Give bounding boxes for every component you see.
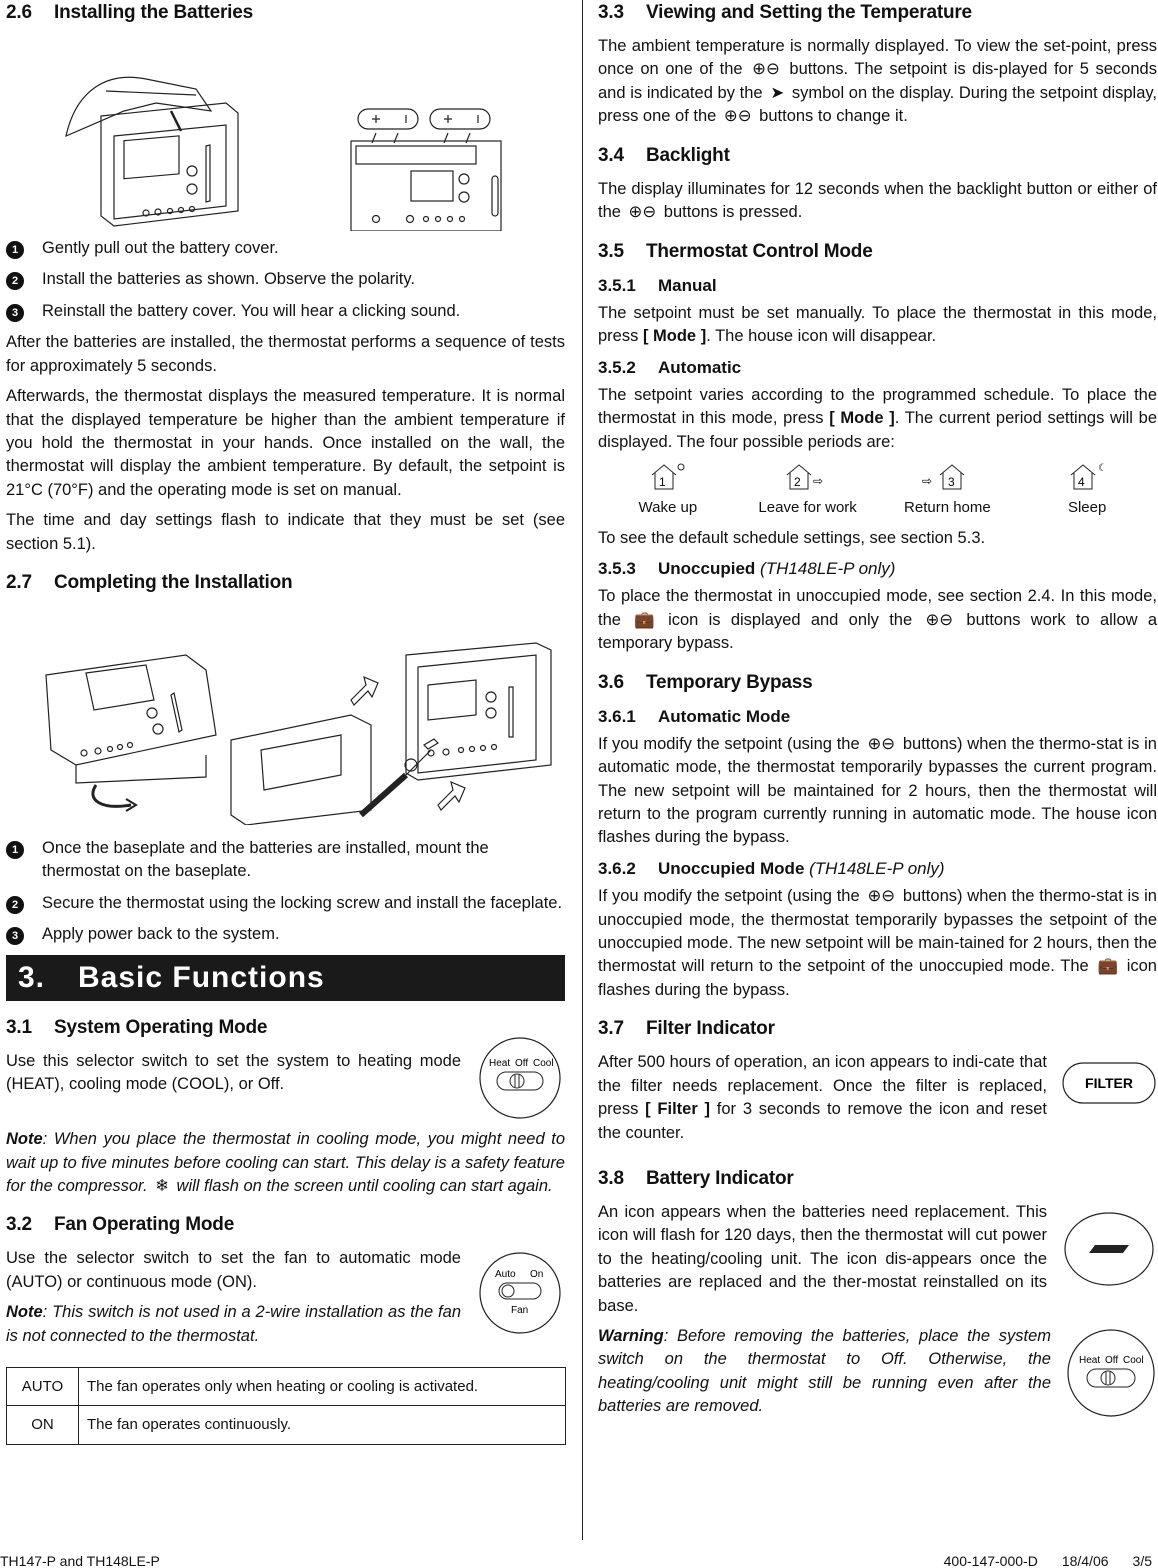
section-3-2-heading: 3.2 Fan Operating Mode <box>6 1214 235 1236</box>
step-item: 1 Once the baseplate and the batteries are installed, mount the thermostat on the baseplate. <box>6 837 565 884</box>
step-item: 1 Gently pull out the battery cover. <box>6 237 565 260</box>
warning-paragraph: Warning: Before removing the batteries, place the system switch on the thermostat to Off. Otherwise, the heating/cooling unit might still be running even after the batteries are removed. <box>598 1327 1051 1416</box>
table-cell-desc: The fan operates continuously. <box>79 1406 566 1444</box>
section-3-5-2-heading: 3.5.2 Automatic <box>598 357 742 377</box>
table-cell-key: ON <box>7 1406 79 1444</box>
filter-key-label: [ Filter ] <box>645 1100 711 1119</box>
battery-indicator-figures <box>1061 1211 1157 1298</box>
step-number-3: 3 <box>6 927 24 945</box>
system-switch-off-illustration <box>1065 1327 1157 1419</box>
chapter-3-banner: 3. Basic Functions <box>6 955 565 1001</box>
step-item: 2 Secure the thermostat using the locking screw and install the faceplate. <box>6 892 565 915</box>
step-number-1: 1 <box>6 241 24 259</box>
svg-text:4: 4 <box>1078 475 1085 490</box>
document-number: 400-147-000-D <box>943 1553 1038 1568</box>
paragraph: After 500 hours of operation, an icon appears to indi-cate that the filter needs replacement. Once the filter is replaced, press [ Filter ] for 3 seconds to remove the icon and reset the counter. <box>598 1053 1048 1142</box>
fan-switch-illustration <box>475 1251 565 1336</box>
section-3-5-1-heading: 3.5.1 Manual <box>598 275 717 295</box>
column-divider <box>582 0 583 1540</box>
section-3-8-heading: 3.8 Battery Indicator <box>598 1167 794 1189</box>
paragraph: The time and day settings flash to indicate that they must be set (see section 5.1). <box>6 511 565 553</box>
table-row <box>7 1368 566 1406</box>
period-return-home: ⇨ 3 Return home <box>878 461 1018 519</box>
switch-label-on: On <box>530 1269 544 1281</box>
switch-label-fan: Fan <box>511 1305 529 1317</box>
house-period-1-icon <box>648 461 688 491</box>
house-period-2-icon <box>783 461 833 491</box>
step-number-1: 1 <box>6 841 24 859</box>
warning-switch-figure <box>1065 1327 1157 1426</box>
system-switch-illustration <box>475 1036 565 1121</box>
paragraph: Afterwards, the thermostat displays the measured temperature. It is normal that the displayed temperature be higher than the ambient temperature if you hold the thermostat in your hands. Once installed on the wall, the thermostat will display the ambient temperature. By default, the setpoint is 21°C (70°F) and the operating mode is set on manual. <box>6 387 565 499</box>
step-item: 3 Reinstall the battery cover. You will hear a clicking sound. <box>6 300 565 323</box>
up-down-buttons-icon: ⊕⊖ <box>723 107 752 126</box>
filter-indicator-figure <box>1061 1061 1157 1112</box>
switch-label-heat: Heat <box>1079 1355 1101 1366</box>
paragraph: An icon appears when the batteries need replacement. This icon will flash for 120 days, then the thermostat will cut power to the heating/cooling unit. The icon dis-appears once the batteries are replaced and the ther-mostat reinstalled on its base. <box>598 1202 1047 1315</box>
step-item: 2 Install the batteries as shown. Observe the polarity. <box>6 268 565 291</box>
fan-mode-switch-figure <box>475 1251 565 1343</box>
battery-installation-illustration <box>6 51 565 231</box>
period-wake-up: 1 Wake up <box>598 461 738 519</box>
step-number-2: 2 <box>6 272 24 290</box>
section-3-6-heading: 3.6 Temporary Bypass <box>598 671 813 693</box>
paragraph: Use the selector switch to set the fan to automatic mode (AUTO) or continuous mode (ON). <box>6 1249 461 1291</box>
battery-icon <box>1061 1211 1157 1291</box>
switch-label-off: Off <box>1105 1355 1119 1366</box>
installation-steps <box>6 837 565 947</box>
svg-text:⇨: ⇨ <box>922 474 933 489</box>
switch-label-cool: Cool <box>533 1057 554 1069</box>
paragraph: The ambient temperature is normally displayed. To view the set-point, press once on one of the ⊕⊖ buttons. The setpoint is dis-played for 5 seconds and is indicated by the ➤ symbol on the display. During the setpoint display, press one of the ⊕⊖ buttons to change it. <box>598 35 1157 129</box>
system-mode-switch-figure <box>475 1036 565 1128</box>
paragraph: Use this selector switch to set the system to heating mode (HEAT), cooling mode (COOL), or Off. <box>6 1051 461 1094</box>
paragraph: After the batteries are installed, the thermostat performs a sequence of tests for approximately 5 seconds. <box>6 333 565 375</box>
fan-mode-table <box>6 1367 566 1445</box>
switch-label-heat: Heat <box>489 1057 511 1069</box>
house-period-3-icon <box>922 461 972 491</box>
paragraph: If you modify the setpoint (using the ⊕⊖ buttons) when the thermo-stat is in unoccupied mode, the thermostat temporarily bypasses the setpoint of the unoccupied mode. The new setpoint will be main-tained for 2 hours, then the thermostat will return to the setpoint of the unoccupied mode. The 💼 icon flashes during the bypass. <box>598 887 1157 999</box>
battery-installation-figure <box>6 51 565 231</box>
section-3-4-heading: 3.4 Backlight <box>598 144 730 166</box>
svg-text:☾: ☾ <box>1098 463 1108 475</box>
suitcase-icon: 💼 <box>1097 957 1118 976</box>
section-3-5-3-heading: 3.5.3 Unoccupied (TH148LE-P only) <box>598 559 896 579</box>
section-2-7-heading: 2.7 Completing the Installation <box>6 572 293 594</box>
up-down-buttons-icon: ⊕⊖ <box>752 60 780 79</box>
section-3-5-heading: 3.5 Thermostat Control Mode <box>598 240 873 262</box>
svg-text:2: 2 <box>793 475 801 490</box>
paragraph: The display illuminates for 12 seconds when the backlight button or either of the ⊕⊖ buttons is pressed. <box>598 178 1157 225</box>
installation-figure <box>6 625 565 825</box>
svg-text:⇨: ⇨ <box>812 474 823 489</box>
note-paragraph: Note: When you place the thermostat in cooling mode, you might need to wait up to five minutes before cooling can start. This delay is a safety feature for the compressor. ❄ will flash on the screen until cooling can start again. <box>6 1128 565 1198</box>
svg-text:1: 1 <box>658 475 666 490</box>
document-date: 18/4/06 <box>1061 1553 1109 1568</box>
up-down-buttons-icon: ⊕⊖ <box>925 610 954 629</box>
up-down-buttons-icon: ⊕⊖ <box>867 887 896 905</box>
switch-label-cool: Cool <box>1123 1355 1144 1366</box>
filter-icon <box>1061 1061 1157 1105</box>
mode-key-label: [ Mode ] <box>642 327 707 346</box>
switch-label-auto: Auto <box>495 1269 516 1281</box>
paragraph: If you modify the setpoint (using the ⊕⊖ buttons) when the thermo-stat is in automatic mode, the thermostat temporarily bypasses the current program. The new setpoint will be maintained for 2 hours, then the thermostat will return to the program currently running in automatic mode. The house icon flashes during the bypass. <box>598 734 1157 847</box>
snowflake-icon: ❄ <box>155 1176 169 1195</box>
table-row <box>7 1406 566 1444</box>
paragraph: To see the default schedule settings, see section 5.3. <box>598 528 986 547</box>
mode-key-label: [ Mode ] <box>829 409 895 428</box>
filter-icon-label: FILTER <box>1085 1075 1133 1092</box>
section-3-7-heading: 3.7 Filter Indicator <box>598 1018 775 1040</box>
step-number-2: 2 <box>6 896 24 914</box>
step-number-3: 3 <box>6 304 24 322</box>
section-3-6-1-heading: 3.6.1 Automatic Mode <box>598 706 791 726</box>
table-cell-desc: The fan operates only when heating or cooling is activated. <box>79 1368 566 1406</box>
footer-right <box>944 1552 1152 1568</box>
completing-installation-illustration <box>6 625 565 825</box>
table-cell-key: AUTO <box>7 1368 79 1406</box>
paragraph: To place the thermostat in unoccupied mode, see section 2.4. In this mode, the 💼 icon is displayed and only the ⊕⊖ buttons work to allow a temporary bypass. <box>598 587 1158 653</box>
up-down-buttons-icon: ⊕⊖ <box>867 734 896 753</box>
period-sleep: 4 ☾ Sleep <box>1067 463 1108 517</box>
setpoint-arrow-icon: ➤ <box>770 83 785 102</box>
period-leave-for-work: 2 ⇨ Leave for work <box>738 461 878 519</box>
footer-left: TH147-P and TH148LE-P <box>0 1553 160 1568</box>
paragraph: The setpoint must be set manually. To place the thermostat in this mode, press [ Mode ]. The house icon will disappear. <box>598 303 1157 346</box>
section-2-6-heading: 2.6 Installing the Batteries <box>6 2 253 23</box>
left-column <box>6 0 565 1445</box>
section-3-1-heading: 3.1 System Operating Mode <box>6 1016 268 1038</box>
svg-text:3: 3 <box>948 475 956 490</box>
switch-label-off: Off <box>515 1057 529 1069</box>
schedule-periods <box>598 461 1157 519</box>
section-3-6-2-heading: 3.6.2 Unoccupied Mode (TH148LE-P only) <box>598 858 945 878</box>
suitcase-icon: 💼 <box>634 610 655 629</box>
up-down-buttons-icon: ⊕⊖ <box>628 203 657 222</box>
paragraph: The setpoint varies according to the programmed schedule. To place the thermostat in this mode, press [ Mode ]. The current period settings will be displayed. The four possible periods are: <box>598 385 1157 451</box>
battery-steps <box>6 237 565 323</box>
house-period-4-icon <box>1067 461 1107 491</box>
page-number: 3/5 <box>1132 1553 1152 1568</box>
section-3-3-heading: 3.3 Viewing and Setting the Temperature <box>598 2 972 23</box>
note-paragraph: Note: This switch is not used in a 2-wire installation as the fan is not connected to the thermostat. <box>6 1303 461 1345</box>
right-column <box>598 0 1157 1426</box>
step-item: 3 Apply power back to the system. <box>6 923 565 946</box>
